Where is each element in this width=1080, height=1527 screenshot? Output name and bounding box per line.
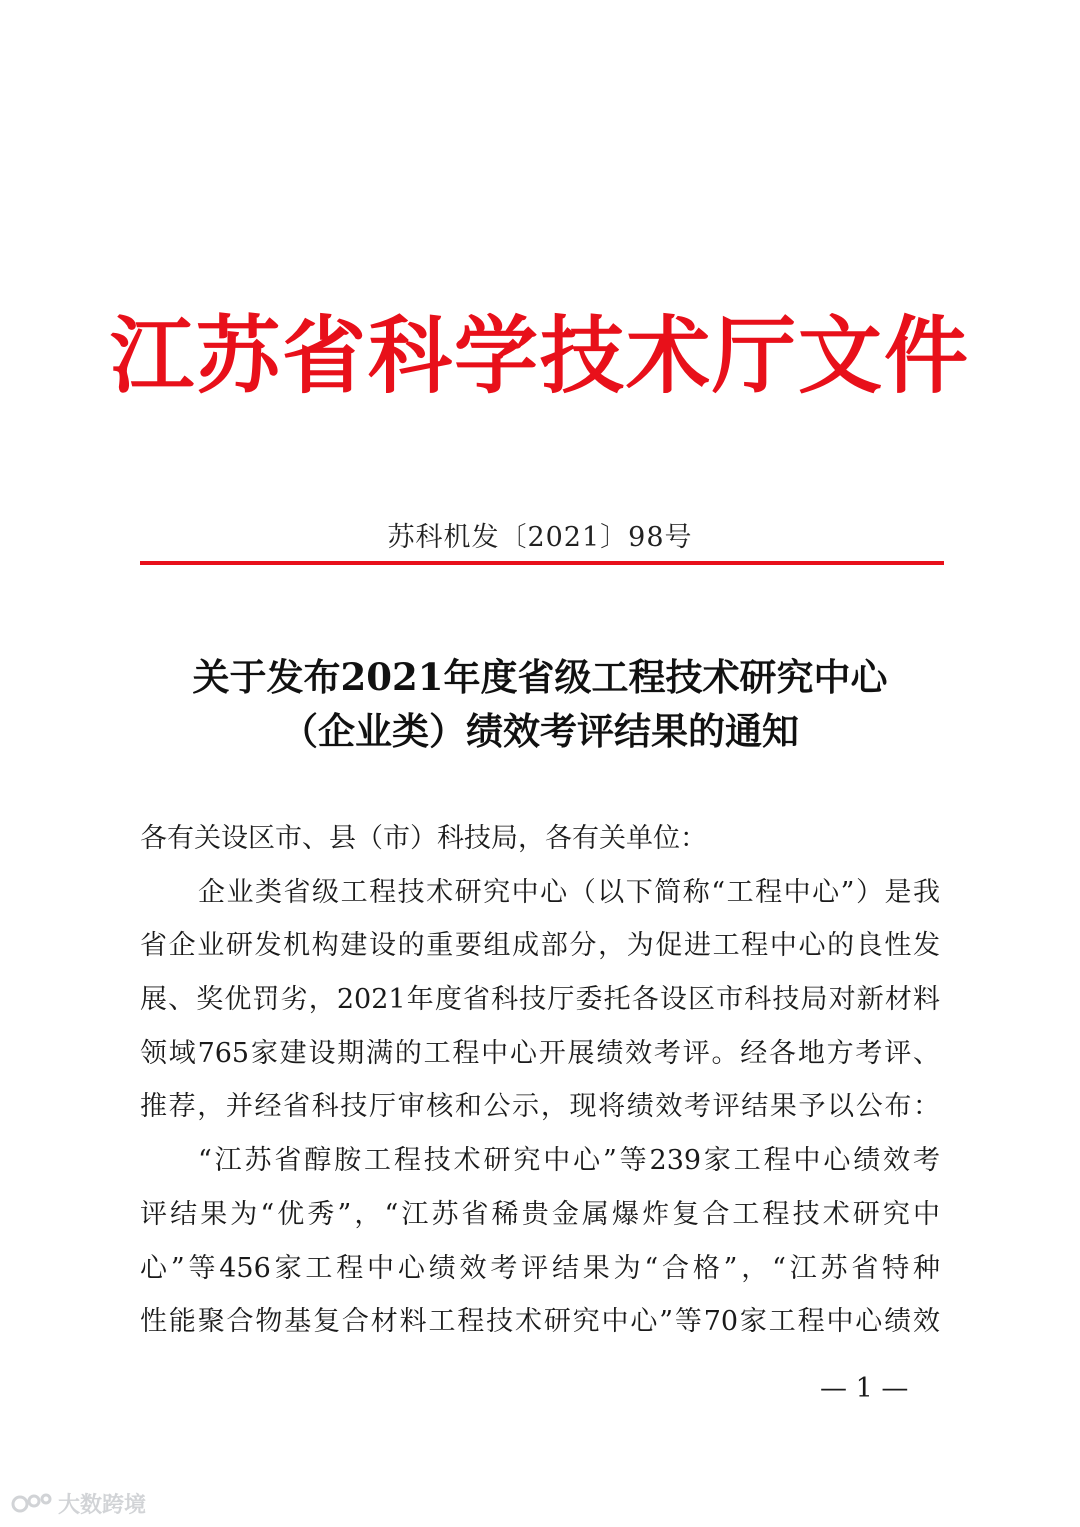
watermark: [10, 1488, 146, 1519]
page-number: — 1 —: [820, 1373, 909, 1404]
logo-icon: [10, 1489, 54, 1519]
paragraph-1-line: 展、奖优罚劣，2021年度省科技厅委托各设区市科技局对新材料: [140, 984, 940, 1016]
paragraph-1-line: 企业类省级工程技术研究中心（以下简称“工程中心”）是我: [198, 876, 940, 908]
document-number: 苏科机发〔2021〕98号: [387, 522, 693, 553]
paragraph-1-line: 省企业研发机构建设的重要组成部分，为促进工程中心的良性发: [140, 930, 940, 962]
document-header-title: 江苏省科学技术厅文件: [109, 307, 970, 405]
notice-title: [0, 650, 1080, 758]
watermark-text: 大数跨境: [58, 1493, 147, 1518]
notice-title-line-1: 关于发布2021年度省级工程技术研究中心: [192, 655, 888, 699]
paragraph-1-line: 推荐，并经省科技厅审核和公示，现将绩效考评结果予以公布：: [140, 1091, 940, 1123]
paragraph-2-line: 心”等456家工程中心绩效考评结果为“合格”，“江苏省特种: [140, 1252, 940, 1284]
paragraph-2-line: 评结果为“优秀”，“江苏省稀贵金属爆炸复合工程技术研究中: [140, 1198, 940, 1230]
notice-title-line-2: （企业类）绩效考评结果的通知: [281, 709, 799, 753]
red-divider-line: [140, 561, 944, 565]
paragraph-2-line: 性能聚合物基复合材料工程技术研究中心”等70家工程中心绩效: [140, 1306, 940, 1338]
paragraph-1-line: 领域765家建设期满的工程中心开展绩效考评。经各地方考评、: [140, 1037, 940, 1069]
body-text: [140, 812, 940, 1349]
paragraph-2-line: “江苏省醇胺工程技术研究中心”等239家工程中心绩效考: [198, 1145, 940, 1177]
salutation: 各有关设区市、县（市）科技局，各有关单位：: [140, 823, 707, 854]
